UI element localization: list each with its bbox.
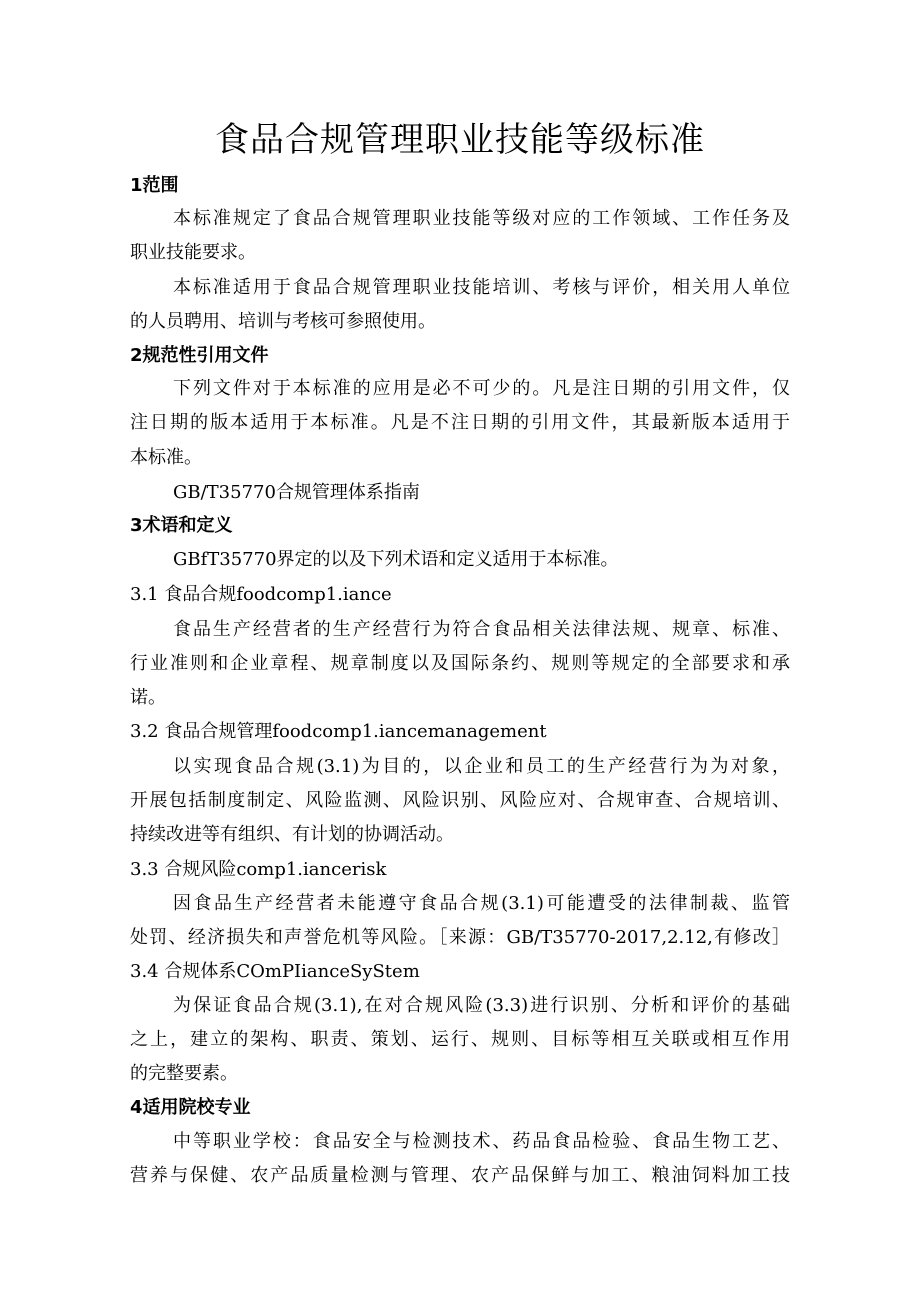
term-heading: 3.4 合规体系COmPIianceSyStem — [130, 961, 420, 982]
paragraph-line: 注日期的版本适用于本标准。凡是不注日期的引用文件，其最新版本适用于 — [130, 412, 790, 433]
paragraph-line: 处罚、经济损失和声誉危机等风险。［来源：GB/T35770-2017,2.12,有修改］ — [130, 927, 790, 948]
section-heading-scope: 1范围 — [130, 175, 179, 196]
section-heading-terms: 3术语和定义 — [130, 515, 233, 536]
paragraph-line: 的完整要素。 — [130, 1063, 238, 1084]
paragraph-line: 本标准。 — [130, 447, 202, 468]
term-heading: 3.1 食品合规foodcomp1.iance — [130, 584, 392, 605]
paragraph-line: 中等职业学校：食品安全与检测技术、药品食品检验、食品生物工艺、 — [173, 1131, 790, 1152]
paragraph-line: 本标准规定了食品合规管理职业技能等级对应的工作领域、工作任务及 — [173, 208, 790, 229]
section-heading-normative: 2规范性引用文件 — [130, 345, 269, 366]
paragraph-line: 营养与保健、农产品质量检测与管理、农产品保鲜与加工、粮油饲料加工技 — [130, 1165, 790, 1186]
paragraph-line: 行业准则和企业章程、规章制度以及国际条约、规则等规定的全部要求和承 — [130, 653, 790, 674]
paragraph-line: 诺。 — [130, 687, 166, 708]
document-title: 食品合规管理职业技能等级标准 — [215, 120, 705, 160]
paragraph-line: 食品生产经营者的生产经营行为符合食品相关法律法规、规章、标准、 — [173, 619, 790, 640]
paragraph-line: GBfT35770界定的以及下列术语和定义适用于本标准。 — [173, 549, 619, 570]
paragraph-line: 持续改进等有组织、有计划的协调活动。 — [130, 824, 454, 845]
term-heading: 3.2 食品合规管理foodcomp1.iancemanagement — [130, 721, 547, 742]
paragraph-line: 的人员聘用、培训与考核可参照使用。 — [130, 311, 436, 332]
paragraph-line: 下列文件对于本标准的应用是必不可少的。凡是注日期的引用文件，仅 — [173, 378, 790, 399]
paragraph-line: 为保证食品合规(3.1),在对合规风险(3.3)进行识别、分析和评价的基础 — [173, 995, 790, 1016]
paragraph-line: 本标准适用于食品合规管理职业技能培训、考核与评价，相关用人单位 — [173, 277, 790, 298]
term-heading: 3.3 合规风险comp1.iancerisk — [130, 859, 387, 880]
paragraph-line: 因食品生产经营者未能遵守食品合规(3.1)可能遭受的法律制裁、监管 — [173, 893, 790, 914]
paragraph-line: 开展包括制度制定、风险监测、风险识别、风险应对、合规审查、合规培训、 — [130, 790, 790, 811]
paragraph-line: 职业技能要求。 — [130, 242, 256, 263]
paragraph-line: 以实现食品合规(3.1)为目的，以企业和员工的生产经营行为为对象， — [173, 756, 790, 777]
reference-item: GB/T35770合规管理体系指南 — [173, 482, 420, 503]
section-heading-schools: 4适用院校专业 — [130, 1097, 251, 1118]
paragraph-line: 之上，建立的架构、职责、策划、运行、规则、目标等相互关联或相互作用 — [130, 1029, 790, 1050]
